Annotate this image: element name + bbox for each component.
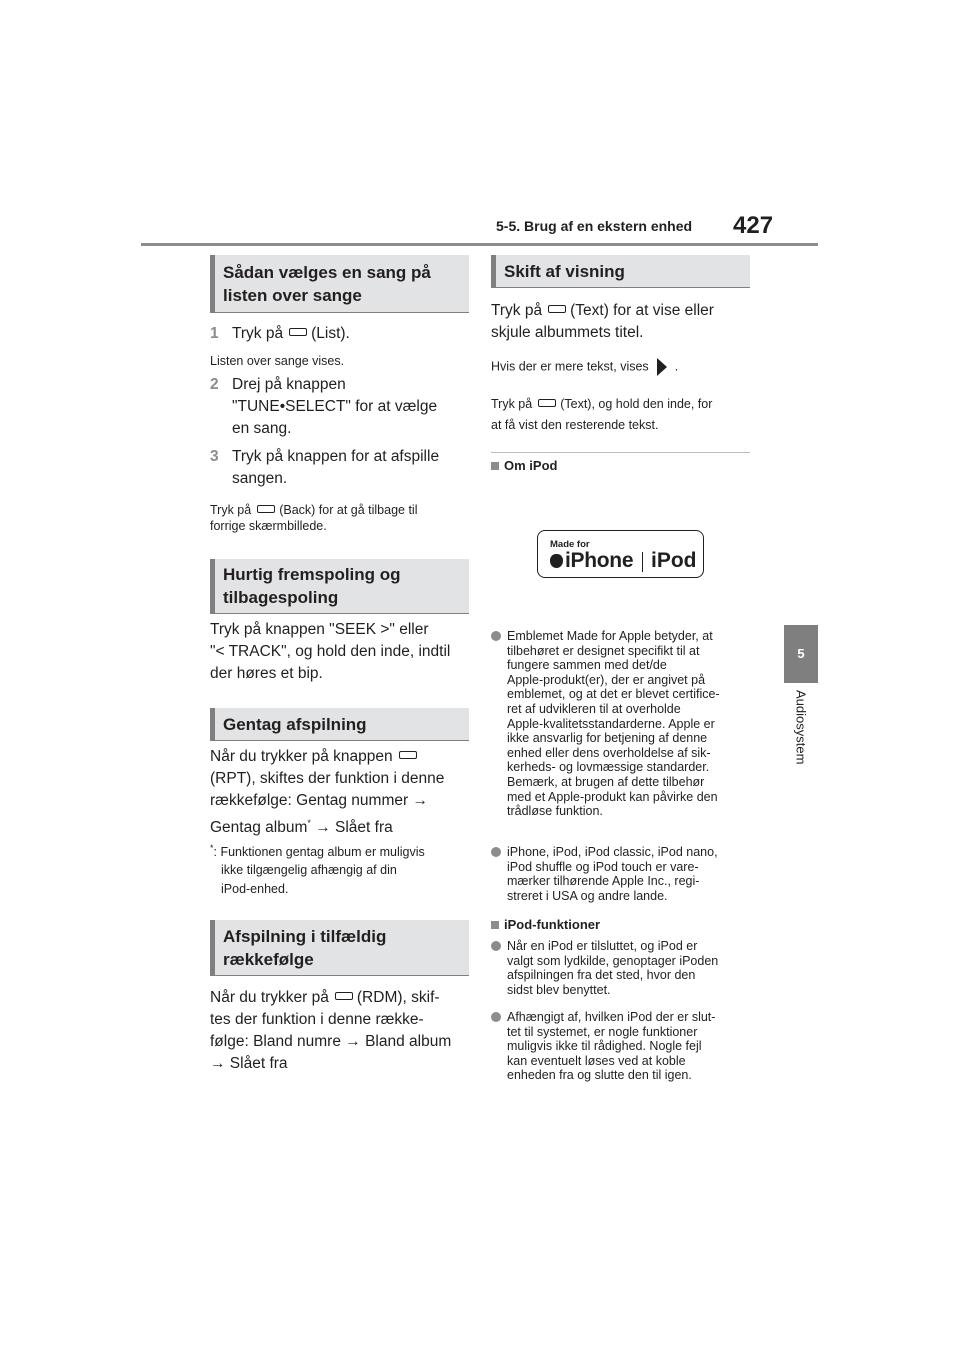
bullet-item	[491, 1010, 756, 1083]
section-heading-select-song	[210, 255, 469, 313]
bullet-text: fungere sammen med det/de	[507, 658, 667, 673]
note	[491, 358, 753, 376]
subheading-about-ipod	[491, 458, 557, 473]
text-line: Gentag album	[210, 819, 308, 837]
bullet-text: med et Apple-produkt kan påvirke den	[507, 789, 718, 804]
text-line: Tryk på knappen "SEEK >" eller	[210, 621, 429, 638]
bullet-text: valgt som lydkilde, genoptager iPoden	[507, 953, 719, 968]
text-line: (RPT), skiftes der funktion i denne	[210, 770, 445, 787]
text-line: skjule albummets titel.	[491, 324, 644, 341]
heading-line: listen over sange	[223, 285, 362, 305]
note: Listen over sange vises.	[210, 354, 345, 368]
step-text: en sang.	[232, 420, 292, 437]
made-for-iphone-ipod-logo	[537, 530, 704, 578]
bullet-item	[491, 939, 756, 997]
heading-line: rækkefølge	[223, 949, 314, 969]
logo-text: iPhone	[565, 549, 634, 572]
logo-separator	[642, 552, 643, 572]
note-text: Tryk på	[491, 397, 533, 411]
note-text: at få vist den resterende tekst.	[491, 418, 659, 432]
bullet-text: enhed eller dens overholdelse af sik-	[507, 745, 711, 760]
heading-line: Gentag afspilning	[223, 714, 367, 734]
apple-icon	[550, 554, 563, 568]
heading-line: Skift af visning	[504, 261, 625, 281]
bullet-text: streret i USA og andre lande.	[507, 888, 668, 903]
step-1	[210, 323, 470, 345]
bullet-text: Apple-kvalitetsstandarderne. Apple er	[507, 716, 715, 731]
heading-line: Afspilning i tilfældig	[223, 926, 387, 946]
paragraph	[210, 987, 472, 1075]
bullet-text: ikke ansvarlig for betjening af denne	[507, 731, 708, 746]
logo-text: Made for	[550, 539, 590, 550]
step-number: 1	[210, 325, 219, 342]
square-bullet-icon	[491, 462, 499, 470]
more-text-arrow-icon	[657, 358, 667, 376]
subheading-ipod-functions	[491, 917, 600, 932]
heading-line: Sådan vælges en sang på	[223, 262, 431, 282]
bullet-text: trådløse funktion.	[507, 804, 603, 819]
bullet-text: tilbehøret er designet specifikt til at	[507, 643, 700, 658]
section-heading-shuffle	[210, 920, 469, 976]
list-button-icon	[289, 328, 307, 336]
bullet-text: kan eventuelt løses ved at koble	[507, 1053, 686, 1068]
bullet-text: Emblemet Made for Apple betyder, at	[507, 629, 713, 643]
text-line: Når du trykker på	[210, 989, 329, 1006]
bullet-item	[491, 629, 756, 819]
bullet-item	[491, 845, 756, 903]
note-text: (Text), og hold den inde, for	[560, 397, 713, 411]
bullet-text: Apple-produkt(er), der er angivet på	[507, 672, 706, 687]
step-text: sangen.	[232, 470, 288, 487]
step-text: Tryk på	[232, 325, 284, 342]
back-button-icon	[257, 505, 275, 513]
bullet-text: Bemærk, at brugen af dette tilbehør	[507, 774, 705, 789]
bullet-text: Når en iPod er tilsluttet, og iPod er	[507, 939, 698, 953]
text-line: "< TRACK", og hold den inde, indtil	[210, 643, 451, 660]
section-title: 5-5. Brug af en ekstern enhed	[496, 218, 693, 234]
rpt-button-icon	[399, 751, 417, 759]
text-line: følge: Bland numre → Bland album	[210, 1033, 452, 1050]
section-heading-repeat	[210, 708, 469, 741]
note-text: .	[674, 359, 679, 374]
rdm-button-icon	[335, 992, 353, 1000]
step-number: 2	[210, 376, 219, 393]
bullet-text: afspilningen fra det sted, hvor den	[507, 968, 696, 983]
page-number: 427	[733, 212, 774, 239]
footnote-marker: *	[210, 843, 214, 853]
paragraph	[210, 619, 472, 685]
chapter-title-vertical	[784, 690, 818, 790]
text-line: → Slået fra	[210, 1055, 288, 1072]
header-divider	[141, 243, 818, 246]
text-button-icon	[538, 399, 556, 407]
bullet-text: kerheds- og lovmæssige standarder.	[507, 760, 710, 775]
text-button-icon	[548, 305, 566, 313]
subheading-text: iPod-funktioner	[504, 917, 601, 932]
text-line: (Text) for at vise eller	[570, 302, 714, 319]
note	[491, 394, 753, 436]
bullet-text: mærker tilhørende Apple Inc., regi-	[507, 874, 700, 889]
bullet-text: Afhængigt af, hvilken iPod der er slut-	[507, 1010, 716, 1024]
section-heading-seek	[210, 559, 469, 614]
bullet-text: tet til systemet, er nogle funktioner	[507, 1024, 698, 1039]
bullet-dot-icon	[491, 847, 501, 857]
bullet-text: ret af udvikleren til at overholde	[507, 701, 681, 716]
footnote-text: : Funktionen gentag album er muligvis	[213, 845, 425, 860]
text-line: der høres et bip.	[210, 665, 323, 682]
footnote-text: iPod-enhed.	[221, 882, 289, 897]
note-text: Tryk på	[210, 503, 252, 517]
step-number: 3	[210, 448, 219, 465]
step-text: "TUNE•SELECT" for at vælge	[232, 398, 438, 415]
note-text: Hvis der er mere tekst, vises	[491, 359, 649, 374]
chapter-tab: 5	[784, 625, 818, 683]
bullet-dot-icon	[491, 941, 501, 951]
bullet-text: iPod shuffle og iPod touch er vare-	[507, 859, 699, 874]
step-2	[210, 374, 470, 440]
bullet-dot-icon	[491, 1012, 501, 1022]
step-text: Drej på knappen	[232, 376, 346, 393]
step-3	[210, 446, 470, 490]
paragraph	[210, 746, 472, 839]
paragraph	[491, 300, 753, 344]
text-line: tes der funktion i denne række-	[210, 1011, 424, 1028]
text-line: (RDM), skif-	[356, 989, 440, 1006]
step-text: Tryk på knappen for at afspille	[232, 448, 440, 465]
footnote-text: ikke tilgængelig afhængig af din	[221, 863, 397, 878]
divider	[491, 452, 750, 453]
logo-text: iPod	[651, 549, 697, 572]
note-text: (Back) for at gå tilbage til	[279, 503, 418, 517]
heading-line: Hurtig fremspoling og	[223, 565, 401, 584]
bullet-text: iPhone, iPod, iPod classic, iPod nano,	[507, 845, 718, 859]
text-line: rækkefølge: Gentag nummer →	[210, 792, 428, 809]
step-text: (List).	[311, 325, 350, 342]
bullet-text: emblemet, og at det er blevet certifice-	[507, 687, 720, 702]
footnote	[210, 840, 472, 898]
text-line: Når du trykker på knappen	[210, 748, 393, 765]
text-line: Tryk på	[491, 302, 543, 319]
chapter-title: Audiosystem	[793, 690, 809, 765]
bullet-text: enheden fra og slutte den til igen.	[507, 1068, 692, 1083]
footnote-marker: *	[307, 818, 311, 828]
text-line: → Slået fra	[310, 819, 393, 837]
subheading-text: Om iPod	[504, 458, 558, 473]
note-text: forrige skærmbillede.	[210, 519, 327, 533]
note	[210, 502, 470, 534]
bullet-text: sidst blev benyttet.	[507, 982, 611, 997]
heading-line: tilbagespoling	[223, 588, 339, 607]
bullet-dot-icon	[491, 631, 501, 641]
square-bullet-icon	[491, 921, 499, 929]
section-heading-display	[491, 255, 750, 288]
bullet-text: muligvis ikke til rådighed. Nogle fejl	[507, 1039, 702, 1054]
